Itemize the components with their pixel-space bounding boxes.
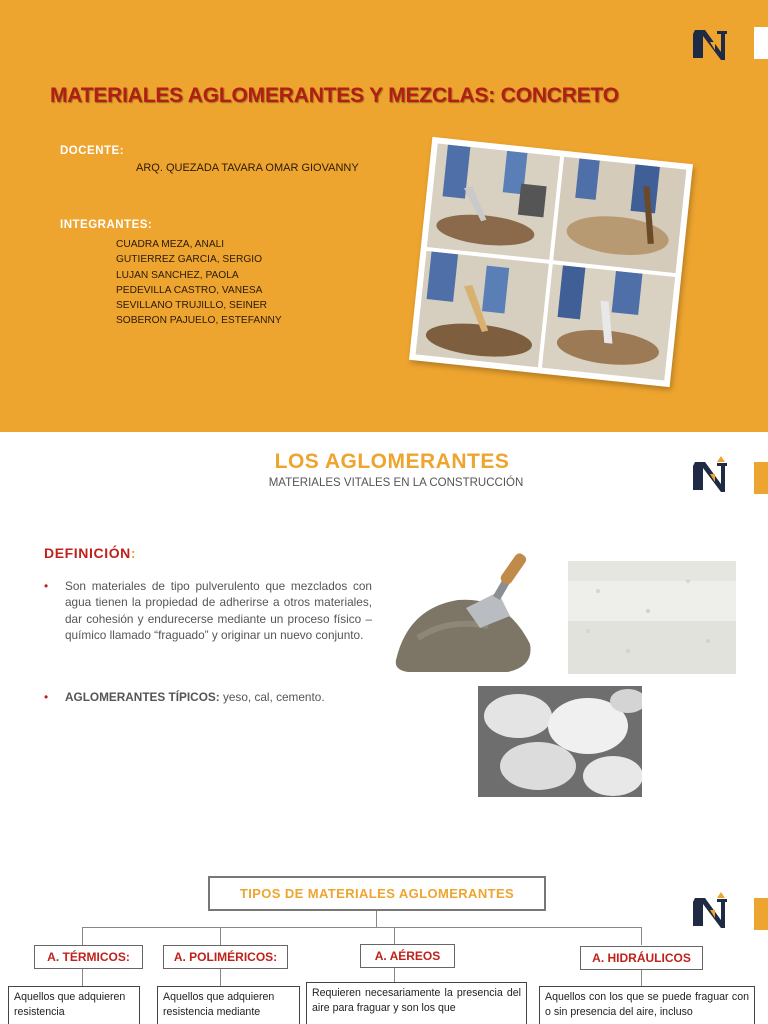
bullet-icon: • bbox=[44, 690, 49, 704]
category-box-hidraulicos: A. HIDRÁULICOS bbox=[580, 946, 703, 970]
title-slide bbox=[0, 0, 768, 432]
logo-tab bbox=[754, 462, 768, 494]
slide-title: LOS AGLOMERANTES bbox=[274, 450, 510, 473]
university-logo-icon bbox=[691, 454, 731, 494]
definition-slide bbox=[0, 432, 768, 864]
connector-line bbox=[82, 927, 642, 928]
bullet-icon: • bbox=[44, 579, 49, 593]
connector-line bbox=[220, 969, 221, 986]
mixing-panel-1 bbox=[427, 144, 560, 260]
university-logo-icon bbox=[691, 22, 731, 62]
mixing-panel-2 bbox=[553, 157, 686, 273]
definition-label: DEFINICIÓN bbox=[44, 545, 131, 561]
category-description-aereos: Requieren necesariamente la presencia del aire para fraguar y son los que bbox=[306, 982, 527, 1024]
presentation-title: MATERIALES AGLOMERANTES Y MEZCLAS: CONCRETO bbox=[50, 84, 619, 107]
connector-line bbox=[394, 968, 395, 982]
docente-label: DOCENTE: bbox=[60, 145, 125, 157]
category-description-polimericos: Aquellos que adquieren resistencia mediante bbox=[157, 986, 300, 1024]
connector-line bbox=[220, 927, 221, 945]
university-logo-icon bbox=[691, 890, 731, 930]
category-description-hidraulicos: Aquellos con los que se puede fraguar con o sin presencia del aire, incluso bbox=[539, 986, 755, 1024]
category-box-polimericos: A. POLIMÉRICOS: bbox=[163, 945, 288, 969]
category-box-aereos: A. AÉREOS bbox=[360, 944, 455, 968]
list-item: PEDEVILLA CASTRO, VANESA bbox=[116, 284, 263, 296]
definition-bullet bbox=[44, 578, 372, 668]
category-description-termicos: Aquellos que adquieren resistencia bbox=[8, 986, 140, 1024]
list-item: CUADRA MEZA, ANALI bbox=[116, 239, 225, 250]
types-title-box: TIPOS DE MATERIALES AGLOMERANTES bbox=[208, 876, 546, 911]
connector-line bbox=[82, 927, 83, 945]
connector-line bbox=[394, 927, 395, 945]
category-box-termicos: A. TÉRMICOS: bbox=[34, 945, 143, 969]
list-item: GUTIERREZ GARCIA, SERGIO bbox=[116, 254, 263, 266]
cement-trowel-image bbox=[388, 548, 538, 676]
list-item: SEVILLANO TRUJILLO, SEINER bbox=[116, 300, 267, 312]
connector-line bbox=[641, 970, 642, 986]
definition-text: Son materiales de tipo pulverulento que mezclados con agua tienen la propiedad de adherirse a otros materiales, dar cohesión y endurecerse mediante un proceso físico – químico llamado “fraguado” y originar un nuevo conjunto. bbox=[65, 579, 372, 642]
typical-binders-label: AGLOMERANTES TÍPICOS: bbox=[65, 690, 220, 704]
definition-colon: : bbox=[130, 545, 137, 561]
logo-tab bbox=[754, 27, 768, 59]
list-item: SOBERON PAJUELO, ESTEFANNY bbox=[116, 315, 282, 327]
connector-line bbox=[82, 969, 83, 986]
docente-name: ARQ. QUEZADA TAVARA OMAR GIOVANNY bbox=[136, 162, 359, 174]
concrete-mixing-illustration bbox=[409, 137, 693, 387]
typical-binders-bullet bbox=[44, 689, 372, 709]
lime-powder-image bbox=[568, 561, 736, 674]
types-slide bbox=[0, 864, 768, 1024]
logo-tab bbox=[754, 898, 768, 930]
connector-line bbox=[641, 927, 642, 945]
gypsum-rocks-image bbox=[478, 686, 642, 797]
typical-binders-text: yeso, cal, cemento. bbox=[219, 690, 325, 704]
integrantes-list bbox=[116, 237, 282, 329]
list-item: LUJAN SANCHEZ, PAOLA bbox=[116, 269, 239, 281]
mixing-panel-4 bbox=[542, 264, 675, 380]
mixing-panel-3 bbox=[416, 251, 549, 367]
definition-heading bbox=[44, 545, 136, 561]
integrantes-label: INTEGRANTES: bbox=[60, 219, 153, 231]
slide-subtitle: MATERIALES VITALES EN LA CONSTRUCCIÓN bbox=[268, 477, 524, 489]
connector-line bbox=[376, 911, 377, 927]
